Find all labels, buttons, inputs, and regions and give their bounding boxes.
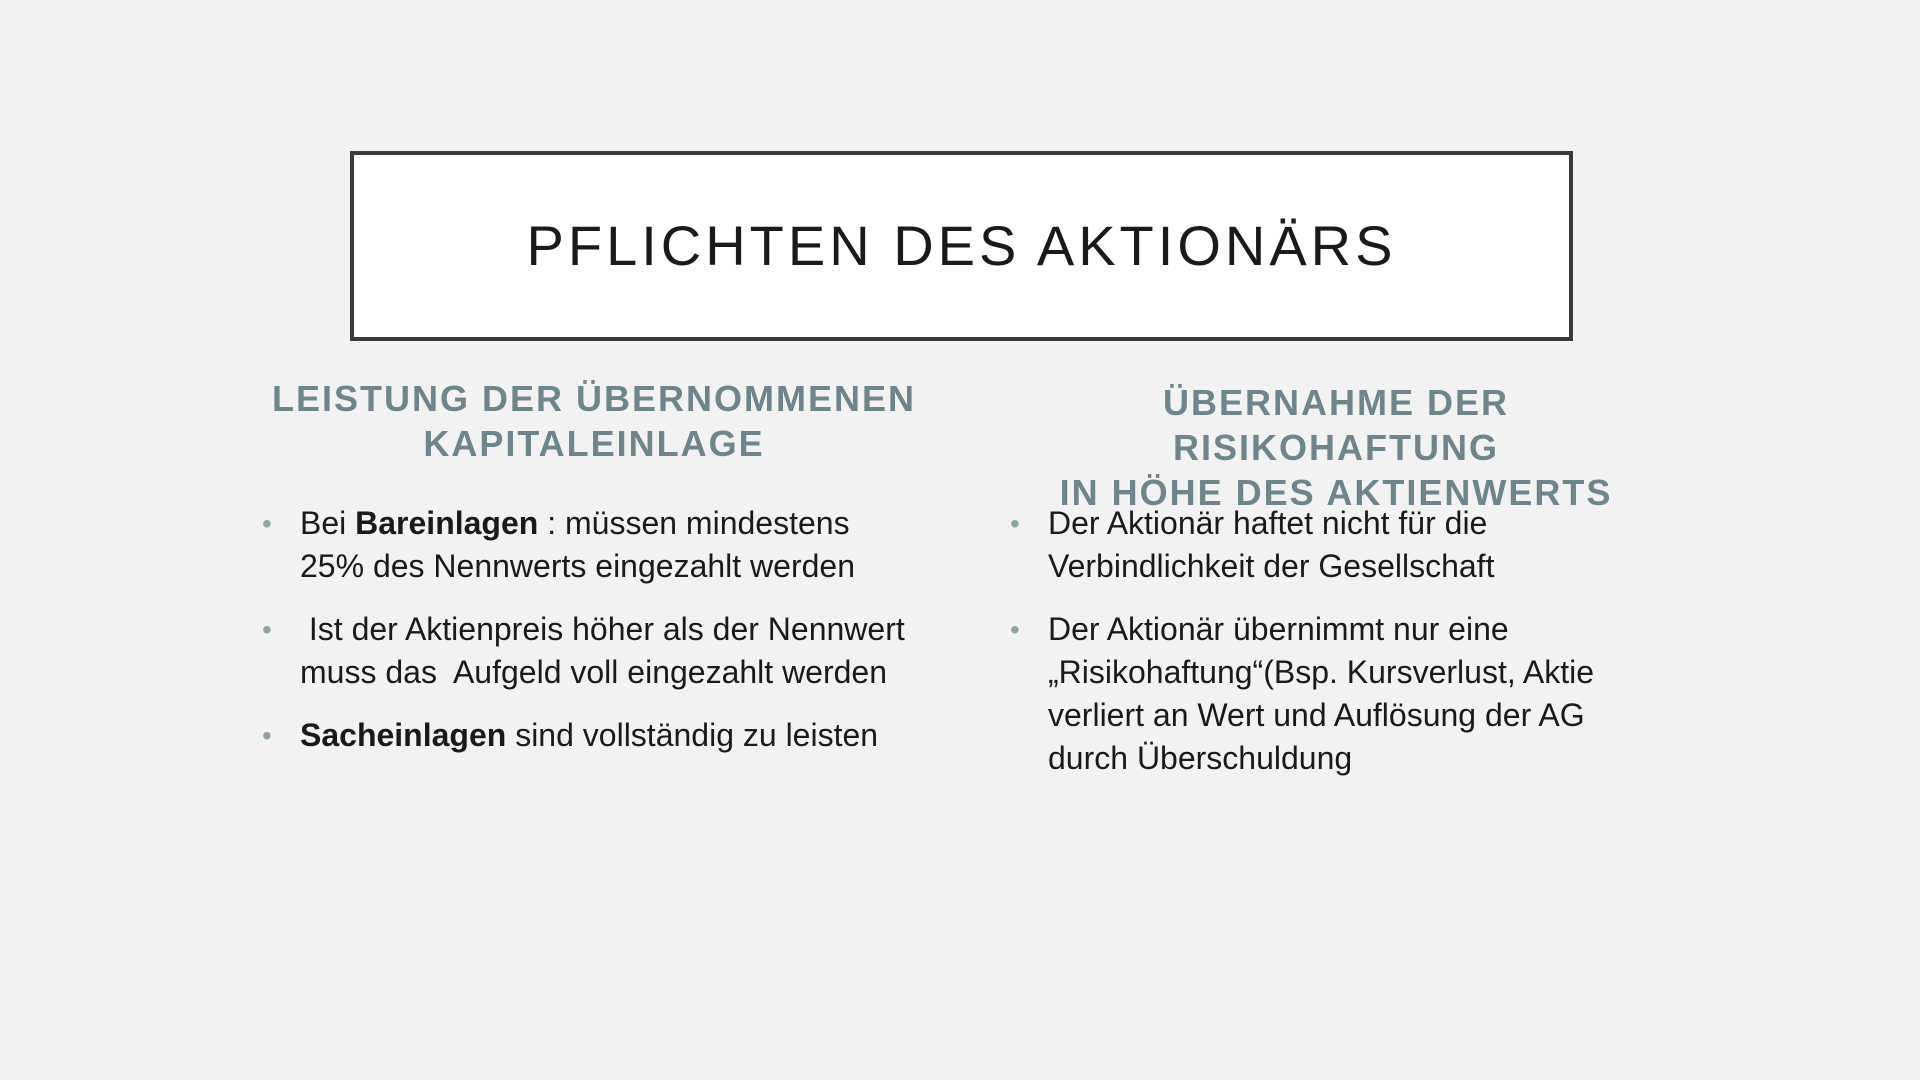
- bullet-icon: •: [262, 720, 272, 751]
- slide-title: PFLICHTEN DES AKTIONÄRS: [526, 214, 1397, 277]
- bullet-text: Der Aktionär übernimmt nur eine „Risikohaftung“(Bsp. Kursverlust, Aktie verliert an Wert und Auflösung der AG durch Überschuldung: [1048, 611, 1594, 776]
- left-bullet-list: [258, 502, 918, 777]
- right-column-heading: [1006, 380, 1666, 515]
- right-heading-line2: IN HÖHE DES AKTIENWERTS: [1059, 472, 1613, 513]
- bullet-icon: •: [262, 508, 272, 539]
- left-heading-line2: KAPITALEINLAGE: [423, 423, 765, 464]
- list-item: [1006, 502, 1666, 588]
- list-item: [1006, 608, 1666, 780]
- bullet-icon: •: [262, 614, 272, 645]
- list-item: [258, 502, 918, 588]
- left-heading-line1: LEISTUNG DER ÜBERNOMMENEN: [271, 378, 917, 419]
- bullet-text-bold: Sacheinlagen: [300, 717, 507, 753]
- left-column-heading: [258, 376, 918, 466]
- list-item: [258, 714, 918, 757]
- right-heading-line1: ÜBERNAHME DER RISIKOHAFTUNG: [1162, 382, 1509, 468]
- left-column: [258, 376, 918, 753]
- bullet-text-post: sind vollständig zu leisten: [506, 717, 879, 753]
- bullet-text-pre: Bei: [300, 505, 356, 541]
- bullet-text-post: : müssen mindestens 25% des Nennwerts eingezahlt werden: [300, 505, 855, 584]
- bullet-text: Ist der Aktienpreis höher als der Nennwert muss das Aufgeld voll eingezahlt werden: [300, 611, 914, 690]
- bullet-icon: •: [1010, 614, 1020, 645]
- right-column: [1006, 376, 1666, 776]
- list-item: [258, 608, 918, 694]
- bullet-icon: •: [1010, 508, 1020, 539]
- right-bullet-list: [1006, 502, 1666, 800]
- title-box: [350, 151, 1573, 341]
- bullet-text: Der Aktionär haftet nicht für die Verbindlichkeit der Gesellschaft: [1048, 505, 1495, 584]
- bullet-text-bold: Bareinlagen: [355, 505, 539, 541]
